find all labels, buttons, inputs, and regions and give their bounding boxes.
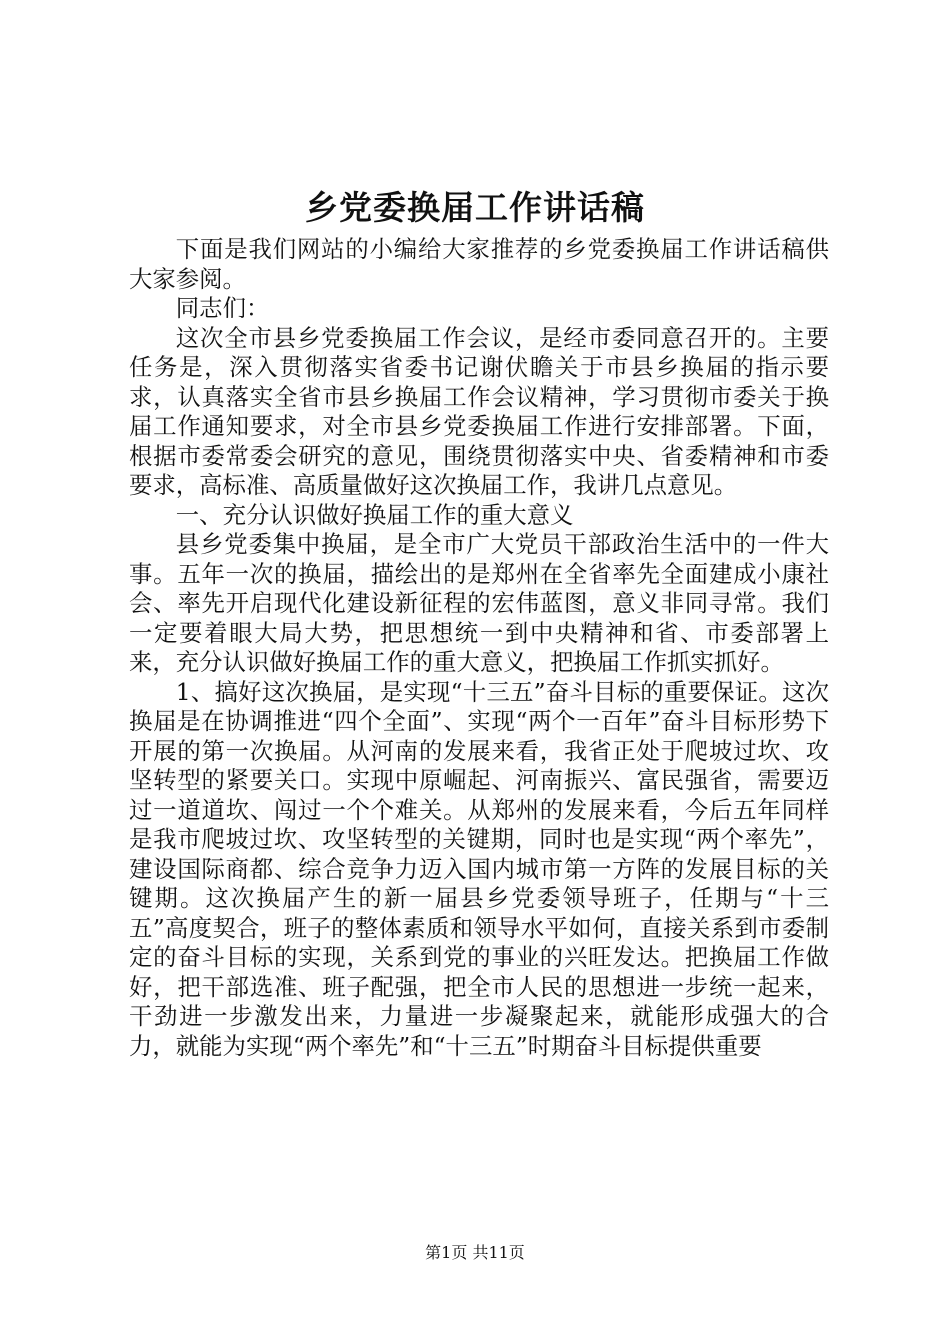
- paragraph-section-1: 县乡党委集中换届，是全市广大党员干部政治生活中的一件大事。五年一次的换届，描绘出的是郑州在全省率先全面建成小康社会、率先开启现代化建设新征程的宏伟蓝图，意义非同寻常。我们一定要着眼大局大势，把思想统一到中央精神和省、市委部署上来，充分认识做好换届工作的重大意义，把换届工作抓实抓好。: [129, 530, 829, 676]
- paragraph-opening: 这次全市县乡党委换届工作会议，是经市委同意召开的。主要任务是，深入贯彻落实省委书记谢伏瞻关于市县乡换届的指示要求，认真落实全省市县乡换届工作会议精神，学习贯彻市委关于换届工作通知要求，对全市县乡党委换届工作进行安排部署。下面，根据市委常委会研究的意见，围绕贯彻落实中央、省委精神和市委要求，高标准、高质量做好这次换届工作，我讲几点意见。: [129, 323, 829, 499]
- paragraph-salutation: 同志们：: [175, 294, 270, 322]
- document-title: 乡党委换届工作讲话稿: [305, 188, 645, 227]
- section-heading-1: 一、充分认识做好换届工作的重大意义: [175, 500, 574, 529]
- page-footer: 第1页 共11页: [425, 1243, 525, 1262]
- paragraph-point-1: 1、搞好这次换届，是实现“十三五”奋斗目标的重要保证。这次换届是在协调推进“四个全面”、实现“两个一百年”奋斗目标形势下开展的第一次换届。从河南的发展来看，我省正处于爬坡过坎、攻坚转型的紧要关口。实现中原崛起、河南振兴、富民强省，需要迈过一道道坎、闯过一个个难关。从郑州的发展来看，今后五年同样是我市爬坡过坎、攻坚转型的关键期，同时也是实现“两个率先”，建设国际商都、综合竞争力迈入国内城市第一方阵的发展目标的关键期。这次换届产生的新一届县乡党委领导班子，任期与“十三五”高度契合，班子的整体素质和领导水平如何，直接关系到市委制定的奋斗目标的实现，关系到党的事业的兴旺发达。把换届工作做好，把干部选准、班子配强，把全市人民的思想进一步统一起来，干劲进一步激发出来，力量进一步凝聚起来，就能形成强大的合力，就能为实现“两个率先”和“十三五”时期奋斗目标提供重要: [129, 677, 829, 1060]
- document-body: [129, 235, 829, 1061]
- paragraph-intro: 下面是我们网站的小编给大家推荐的乡党委换届工作讲话稿供大家参阅。: [129, 235, 829, 293]
